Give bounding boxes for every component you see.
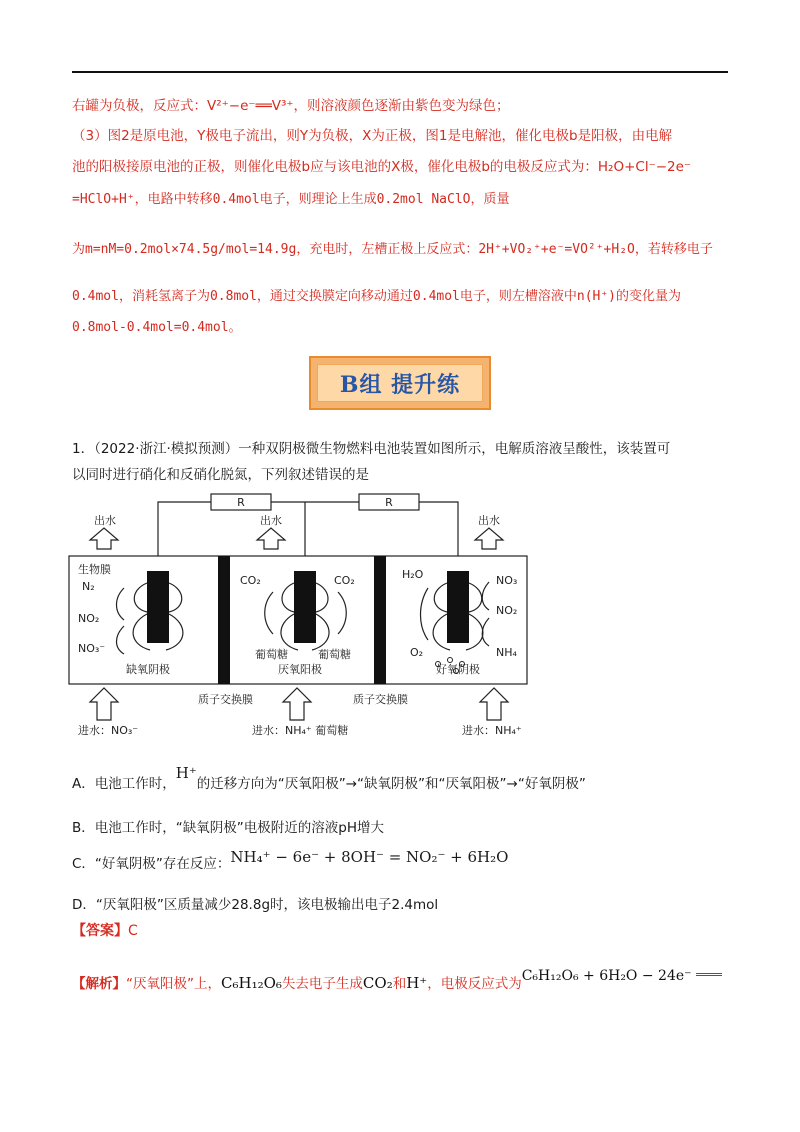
membrane-label-left: 质子交换膜 bbox=[198, 693, 253, 706]
inlet-label-middle: 进水：NH₄⁺ 葡萄糖 bbox=[252, 724, 349, 737]
inlet-arrow-left bbox=[90, 688, 118, 720]
paragraph-line-5: 为m=nM=0.2mol×74.5g/mol=14.9g，充电时，左槽正极上反应式：2H⁺+VO₂⁺+e⁻=VO²⁺+H₂O，若转移电子 bbox=[72, 242, 713, 257]
analysis-text-1: “厌氧阳极”上， bbox=[126, 976, 221, 992]
analysis-co2: CO₂ bbox=[362, 974, 393, 992]
membrane-label-right: 质子交换膜 bbox=[353, 693, 408, 706]
species-co2-1: CO₂ bbox=[240, 574, 261, 587]
paragraph-line-3: 池的阳极接原电池的正极，则催化电极b应与该电池的X极，催化电极b的电极反应式为：H₂O+Cl⁻−2e⁻ bbox=[72, 159, 692, 175]
analysis-hplus: H⁺ bbox=[406, 974, 428, 992]
option-c-formula: NH₄⁺ − 6e⁻ + 8OH⁻ = NO₂⁻ + 6H₂O bbox=[230, 848, 509, 866]
outlet-arrow-right bbox=[475, 528, 503, 549]
electrode-aerobic-cathode bbox=[447, 571, 469, 643]
resistor-1-label: R bbox=[237, 496, 245, 509]
option-a-ion: H⁺ bbox=[175, 764, 197, 782]
paragraph-line-7: 0.8mol-0.4mol=0.4mol。 bbox=[72, 320, 242, 335]
species-co2-2: CO₂ bbox=[334, 574, 355, 587]
equals-sign bbox=[696, 973, 722, 976]
analysis-text-3: 和 bbox=[392, 976, 407, 992]
electrode-anaerobic-anode bbox=[294, 571, 316, 643]
question-stem-line-2: 以同时进行硝化和反硝化脱氮，下列叙述错误的是 bbox=[72, 467, 369, 483]
biofilm-label: 生物膜 bbox=[78, 563, 111, 576]
option-c bbox=[72, 848, 509, 872]
option-c-prefix: C．“好氧阴极”存在反应： bbox=[72, 856, 231, 872]
option-a bbox=[72, 764, 586, 792]
species-no2-right: NO₂ bbox=[496, 604, 518, 617]
membrane-right bbox=[374, 556, 386, 684]
answer bbox=[72, 920, 138, 940]
electrode-anoxic-cathode bbox=[147, 571, 169, 643]
species-n2: N₂ bbox=[82, 580, 95, 593]
analysis-tag: 【解析】 bbox=[72, 976, 126, 992]
aerobic-cathode-label: 好氧阴极 bbox=[436, 663, 480, 676]
paragraph-line-1: 右罐为负极，反应式：V²⁺−e⁻══V³⁺，则溶液颜色逐渐由紫色变为绿色； bbox=[72, 98, 510, 114]
option-a-text: 的迁移方向为“厌氧阳极”→“缺氧阴极”和“厌氧阳极”→“好氧阴极” bbox=[196, 776, 586, 792]
paragraph-line-4: =HClO+H⁺，电路中转移0.4mol电子，则理论上生成0.2mol NaClO，质量 bbox=[72, 192, 510, 207]
species-h2o: H₂O bbox=[402, 568, 424, 581]
species-no3-left: NO₃⁻ bbox=[78, 642, 106, 655]
option-d: D．“厌氧阳极”区质量减少28.8g时，该电极输出电子2.4mol bbox=[72, 897, 439, 913]
inlet-arrow-middle bbox=[283, 688, 311, 720]
analysis bbox=[72, 968, 722, 992]
resistor-2-label: R bbox=[385, 496, 393, 509]
outlet-arrow-left bbox=[90, 528, 118, 549]
paragraph-line-6: 0.4mol，消耗氢离子为0.8mol，通过交换膜定向移动通过0.4mol电子，则左槽溶液中n(H⁺)的变化量为 bbox=[72, 289, 682, 304]
outlet-label-left: 出水 bbox=[94, 514, 116, 527]
inlet-arrow-right bbox=[480, 688, 508, 720]
membrane-left bbox=[218, 556, 230, 684]
species-no2-left: NO₂ bbox=[78, 612, 100, 625]
species-nh4-right: NH₄ bbox=[496, 646, 517, 659]
anoxic-cathode-label: 缺氧阴极 bbox=[126, 663, 170, 676]
option-a-prefix: A．电池工作时， bbox=[72, 776, 176, 792]
species-glucose-2: 葡萄糖 bbox=[318, 648, 351, 661]
outlet-label-right: 出水 bbox=[478, 514, 500, 527]
inlet-label-right: 进水：NH₄⁺ bbox=[462, 724, 522, 737]
outlet-arrow-middle bbox=[257, 528, 285, 549]
species-o2: O₂ bbox=[410, 646, 424, 659]
analysis-text-2: 失去电子生成 bbox=[281, 976, 363, 992]
analysis-text-4: ，电极反应式为 bbox=[427, 976, 522, 992]
anaerobic-anode-label: 厌氧阳极 bbox=[278, 663, 322, 676]
answer-tag: 【答案】 bbox=[72, 923, 128, 939]
answer-value: C bbox=[128, 923, 138, 939]
species-glucose-1: 葡萄糖 bbox=[255, 648, 288, 661]
outlet-label-middle: 出水 bbox=[260, 514, 282, 527]
option-b: B．电池工作时，“缺氧阴极”电极附近的溶液pH增大 bbox=[72, 820, 384, 836]
inlet-label-left: 进水：NO₃⁻ bbox=[78, 724, 139, 737]
analysis-formula: C₆H₁₂O₆ + 6H₂O − 24e⁻ bbox=[521, 968, 692, 984]
section-banner-title: B组 提升练 bbox=[317, 364, 483, 402]
question-stem-line-1: 1．（2022·浙江·模拟预测）一种双阴极微生物燃料电池装置如图所示，电解质溶液呈酸性，该装置可 bbox=[72, 441, 671, 457]
species-no3-right: NO₃ bbox=[496, 574, 518, 587]
paragraph-line-2: （3）图2是原电池，Y极电子流出，则Y为负极，X为正极，图1是电解池，催化电极b是阳极，由电解 bbox=[72, 128, 673, 144]
analysis-glucose: C₆H₁₂O₆ bbox=[221, 974, 282, 992]
